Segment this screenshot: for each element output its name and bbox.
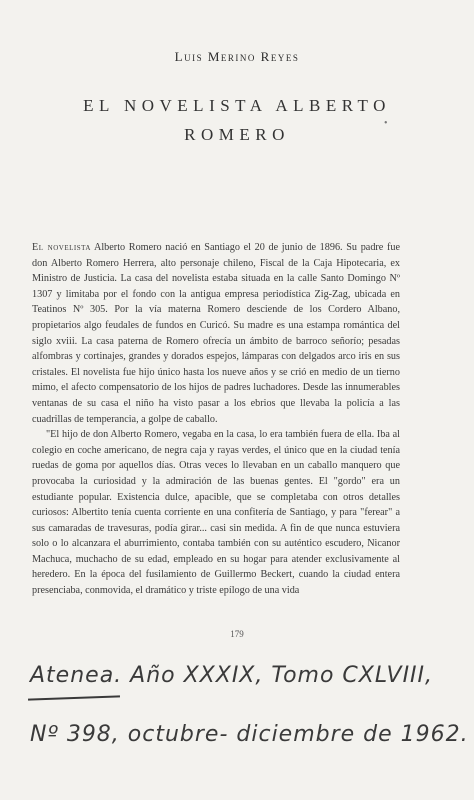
paragraph-1 [32, 240, 400, 427]
author-name: Luis Merino Reyes [174, 49, 300, 64]
handwritten-citation-line-2: Nº 398, octubre- diciembre de 1962. [30, 722, 469, 747]
paragraph-2: "El hijo de don Alberto Romero, vegaba en la casa, lo era también fuera de ella. Iba al colegio en coche americano, de negra caja y rayas verdes, el único que en la ciudad tenía ruedas de goma por aquellos días. Otras veces lo llevaban en un caballo manquero que provocaba la curiosidad y la admiración de las buenas gentes. El "gordo" era un estudiante popular. Existencia dulce, apacible, que se completaba con otros detalles curiosos: Albertito tenía cuenta corriente en una confitería de Santiago, y para "ferear" a sus camaradas de travesuras, podía girar... casi sin medida. A fin de que nunca estuviera solo o lo alcanzara el aburrimiento, contaba también con su auténtico escudero, Nicanor Machuca, muchacho de su edad, empleado en su hogar para atender exclusivamente al heredero. En la época del fusilamiento de Guillermo Beckert, cuando la ciudad entera presenciaba, conmovida, el dramático y triste epílogo de una vida [32, 429, 400, 597]
paragraph-1-text: Alberto Romero nació en Santiago el 20 de junio de 1896. Su padre fue don Alberto Romero Herrera, alto personaje chileno, Fiscal de la Caja Hipotecaria, ex Ministro de Justicia. La casa del novelista estaba situada en la calle Santo Domingo Nº 1307 y limitaba por el fondo con la antigua empresa periodística Zig-Zag, ubicada en Teatinos Nº 305. Por la vía materna Romero desciende de los Cordero Albano, propietarios algo feudales de fundos en Curicó. Su madre es una estampa romántica del siglo xviii. La casa paterna de Romero ofrecía un ámbito de barroco señorío; pesadas alfombras y cortinajes, grandes y dorados espejos, lámparas con delgados arco iris en sus cristales. El novelista fue hijo único hasta los nueve años y se crió en medio de un tierno mimo, el afecto compensatorio de los hijos de padres luchadores. Desde las innumerables ventanas de su casa el niño ha visto pasar a los ebrios que llevaba la policía a las cuadrillas de temperancia, a golpe de caballo. [32, 242, 400, 425]
article-title-line-2: ROMERO [184, 125, 290, 144]
page-number: 179 [230, 629, 244, 639]
handwritten-citation-line-1: Atenea. Año XXXIX, Tomo CXLVIII, [30, 663, 434, 688]
margin-mark: • [384, 118, 388, 129]
article-body [32, 240, 400, 599]
lead-words: El novelista [32, 242, 91, 253]
handwritten-underline [28, 695, 120, 700]
article-title-line-1: EL NOVELISTA ALBERTO [83, 96, 391, 115]
